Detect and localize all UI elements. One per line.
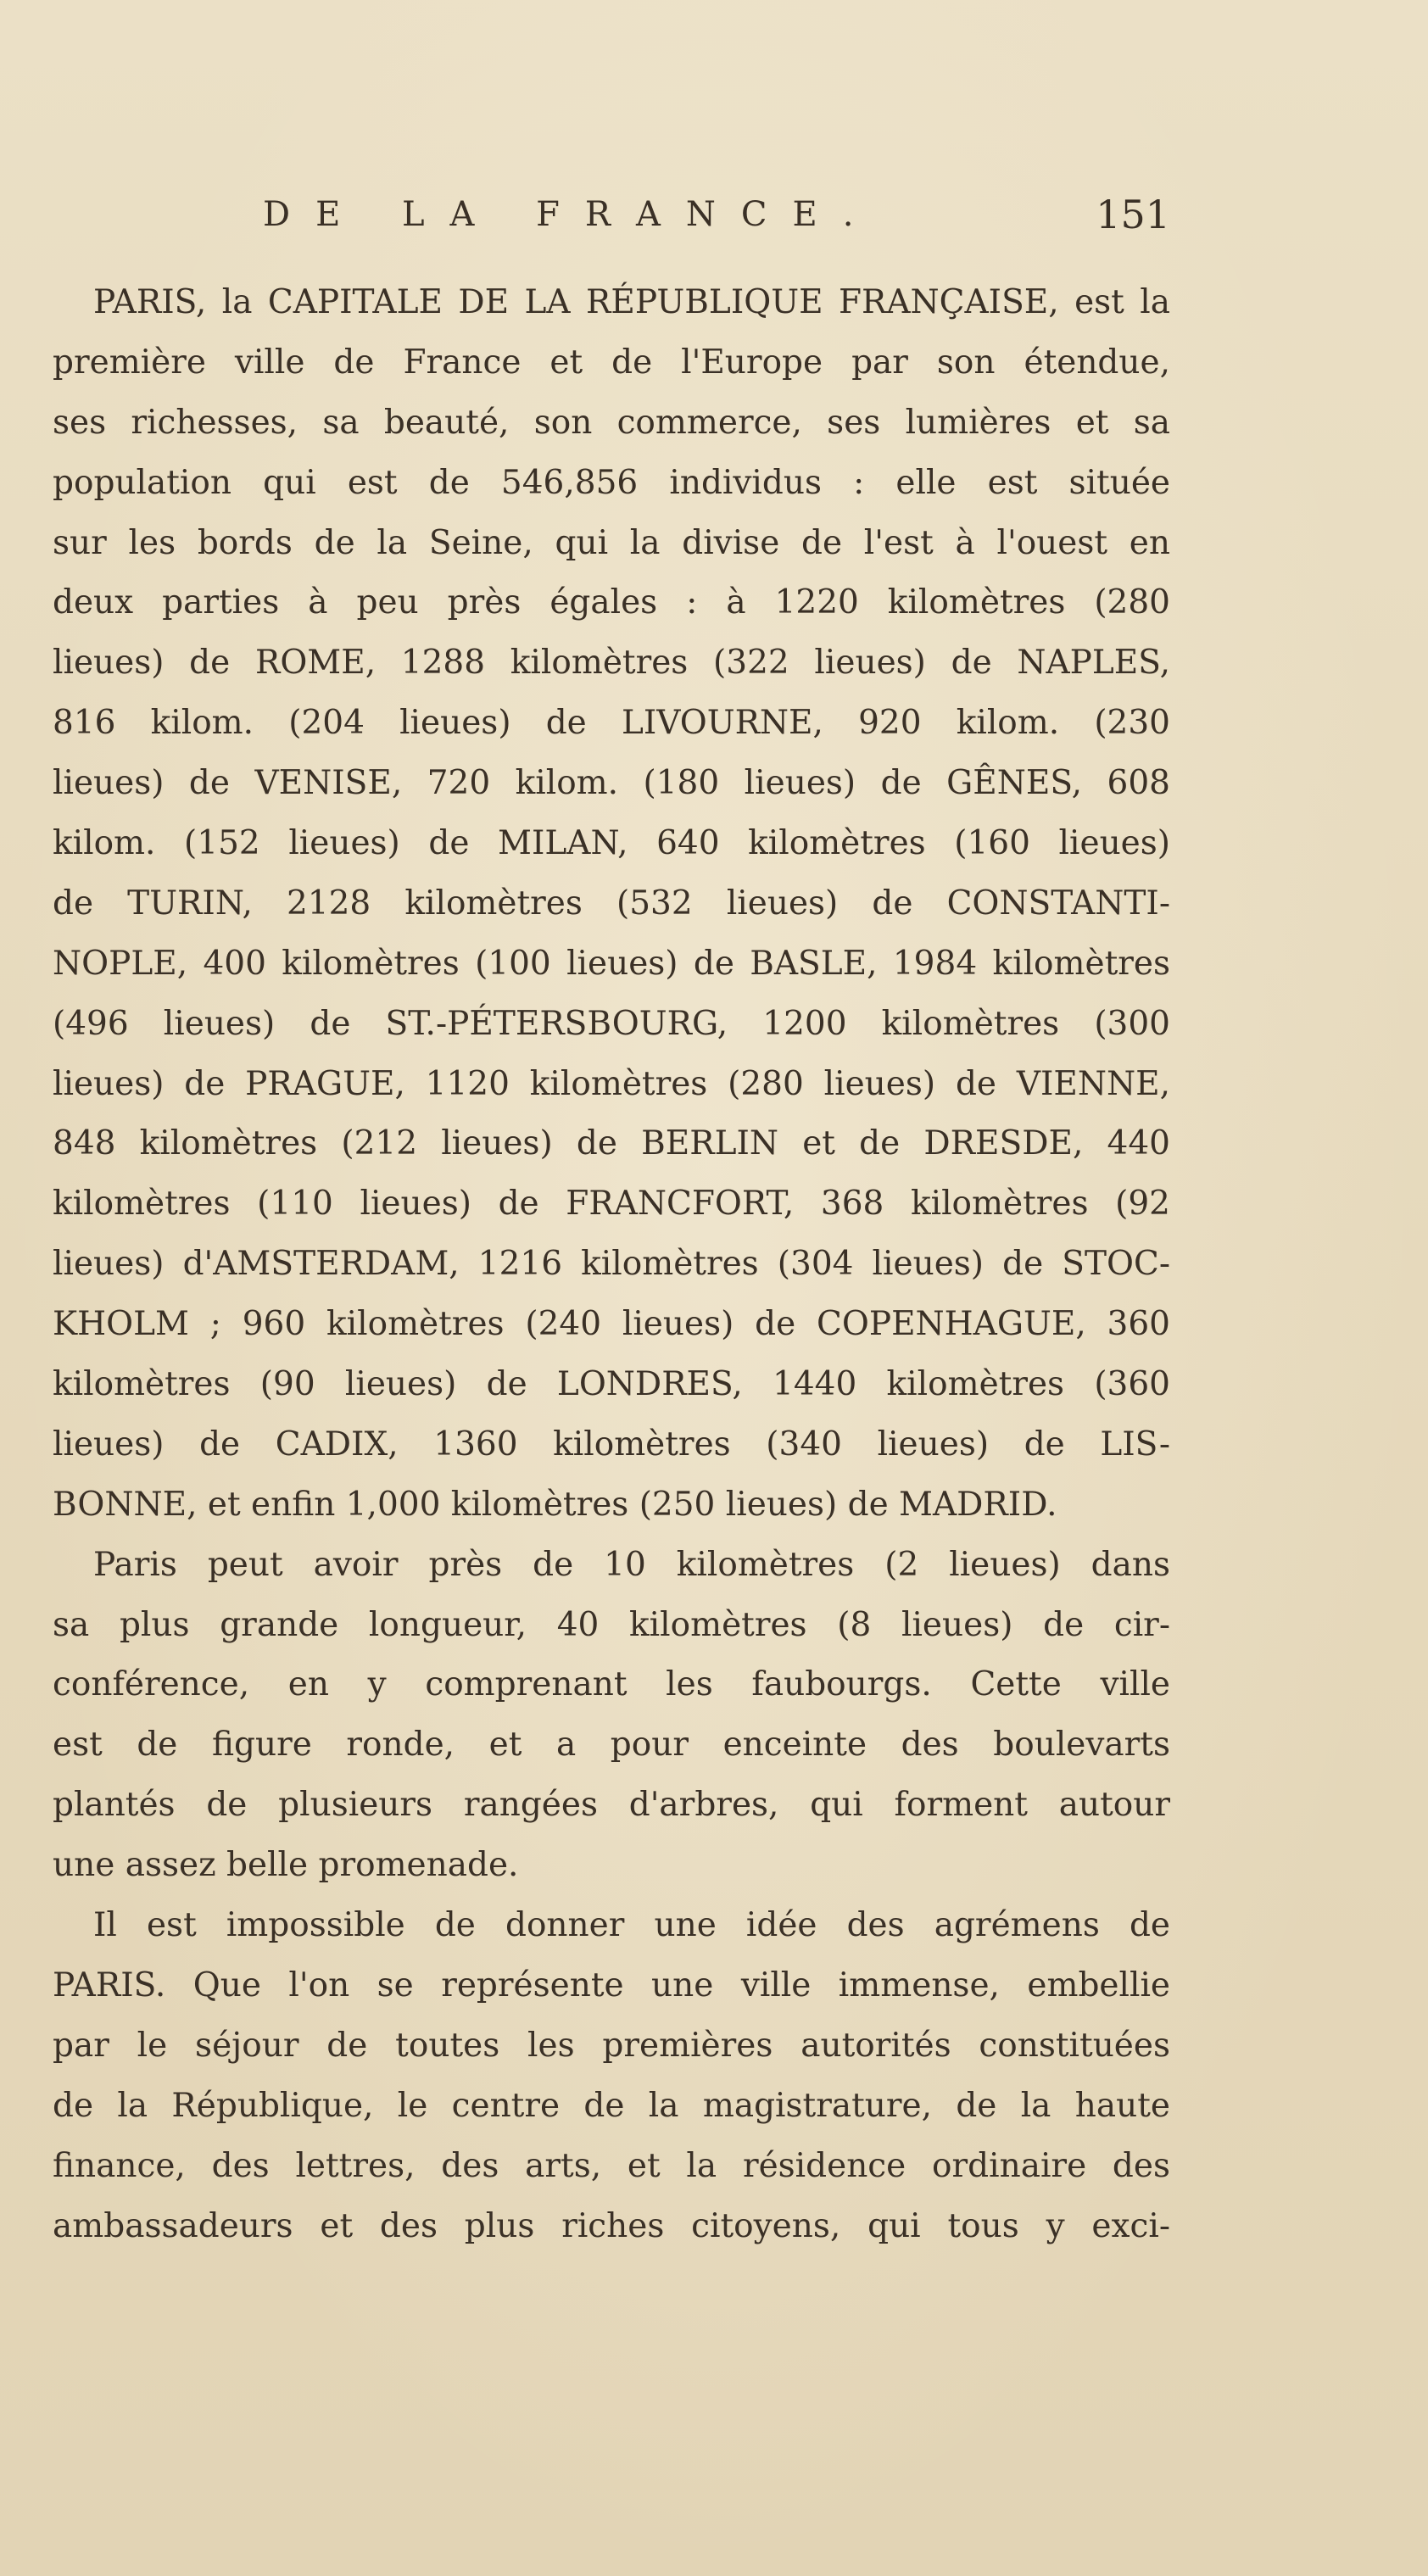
paragraph-paris-attractions bbox=[53, 1896, 1170, 2256]
paragraph-paris-size bbox=[53, 1536, 1170, 1896]
text-line: ambassadeurs et des plus riches citoyens, qui tous y exci- bbox=[53, 2206, 1170, 2245]
text-line: une assez belle promenade. bbox=[53, 1846, 519, 1885]
text-line: par le séjour de toutes les premières autorités constituées bbox=[53, 2026, 1170, 2065]
running-title: DE LA FRANCE. bbox=[263, 195, 879, 234]
text-line: lieues) de PRAGUE, 1120 kilomètres (280 lieues) de VIENNE, bbox=[53, 1064, 1170, 1103]
text-line: lieues) de VENISE, 720 kilom. (180 lieues) de GÊNES, 608 bbox=[53, 764, 1170, 803]
text-line: KHOLM ; 960 kilomètres (240 lieues) de COPENHAGUE, 360 bbox=[53, 1305, 1170, 1344]
text-line: sa plus grande longueur, 40 kilomètres (8 lieues) de cir- bbox=[53, 1605, 1170, 1644]
text-line: PARIS. Que l'on se représente une ville immense, embellie bbox=[53, 1965, 1170, 2004]
text-line: population qui est de 546,856 individus : elle est située bbox=[53, 463, 1170, 502]
text-line: finance, des lettres, des arts, et la résidence ordinaire des bbox=[53, 2146, 1170, 2185]
text-line: 848 kilomètres (212 lieues) de BERLIN et de DRESDE, 440 bbox=[53, 1124, 1170, 1163]
text-line: Paris peut avoir près de 10 kilomètres (2 lieues) dans bbox=[93, 1545, 1170, 1584]
page-number: 151 bbox=[1096, 192, 1170, 237]
text-line: de TURIN, 2128 kilomètres (532 lieues) de CONSTANTI- bbox=[53, 884, 1170, 923]
text-line: conférence, en y comprenant les faubourgs. Cette ville bbox=[53, 1665, 1170, 1704]
text-line: (496 lieues) de ST.-PÉTERSBOURG, 1200 kilomètres (300 bbox=[53, 1004, 1170, 1043]
text-line: deux parties à peu près égales : à 1220 kilomètres (280 bbox=[53, 583, 1170, 622]
text-line: BONNE, et enfin 1,000 kilomètres (250 lieues) de MADRID. bbox=[53, 1485, 1057, 1524]
text-line: Il est impossible de donner une idée des agrémens de bbox=[93, 1906, 1170, 1945]
text-line: kilomètres (110 lieues) de FRANCFORT, 368 kilomètres (92 bbox=[53, 1185, 1170, 1224]
text-line: 816 kilom. (204 lieues) de LIVOURNE, 920 kilom. (230 bbox=[53, 704, 1170, 743]
text-line: kilomètres (90 lieues) de LONDRES, 1440 kilomètres (360 bbox=[53, 1365, 1170, 1404]
text-line: NOPLE, 400 kilomètres (100 lieues) de BASLE, 1984 kilomètres bbox=[53, 944, 1170, 983]
body-text bbox=[53, 273, 1170, 2256]
text-line: lieues) de ROME, 1288 kilomètres (322 lieues) de NAPLES, bbox=[53, 644, 1170, 683]
text-line: de la République, le centre de la magistrature, de la haute bbox=[53, 2086, 1170, 2125]
text-line: ses richesses, sa beauté, son commerce, ses lumières et sa bbox=[53, 403, 1170, 442]
text-line: plantés de plusieurs rangées d'arbres, qui forment autour bbox=[53, 1786, 1170, 1825]
paragraph-paris-distances bbox=[53, 273, 1170, 1536]
text-line: lieues) de CADIX, 1360 kilomètres (340 lieues) de LIS- bbox=[53, 1425, 1170, 1464]
text-line: sur les bords de la Seine, qui la divise de l'est à l'ouest en bbox=[53, 523, 1170, 562]
text-line: est de figure ronde, et a pour enceinte des boulevarts bbox=[53, 1726, 1170, 1765]
text-line: lieues) d'AMSTERDAM, 1216 kilomètres (304 lieues) de STOC- bbox=[53, 1245, 1170, 1284]
text-line: PARIS, la CAPITALE DE LA RÉPUBLIQUE FRANÇAISE, est la bbox=[93, 283, 1170, 321]
page-header bbox=[263, 185, 1170, 244]
text-line: kilom. (152 lieues) de MILAN, 640 kilomètres (160 lieues) bbox=[53, 824, 1170, 863]
text-line: première ville de France et de l'Europe par son étendue, bbox=[53, 343, 1170, 382]
